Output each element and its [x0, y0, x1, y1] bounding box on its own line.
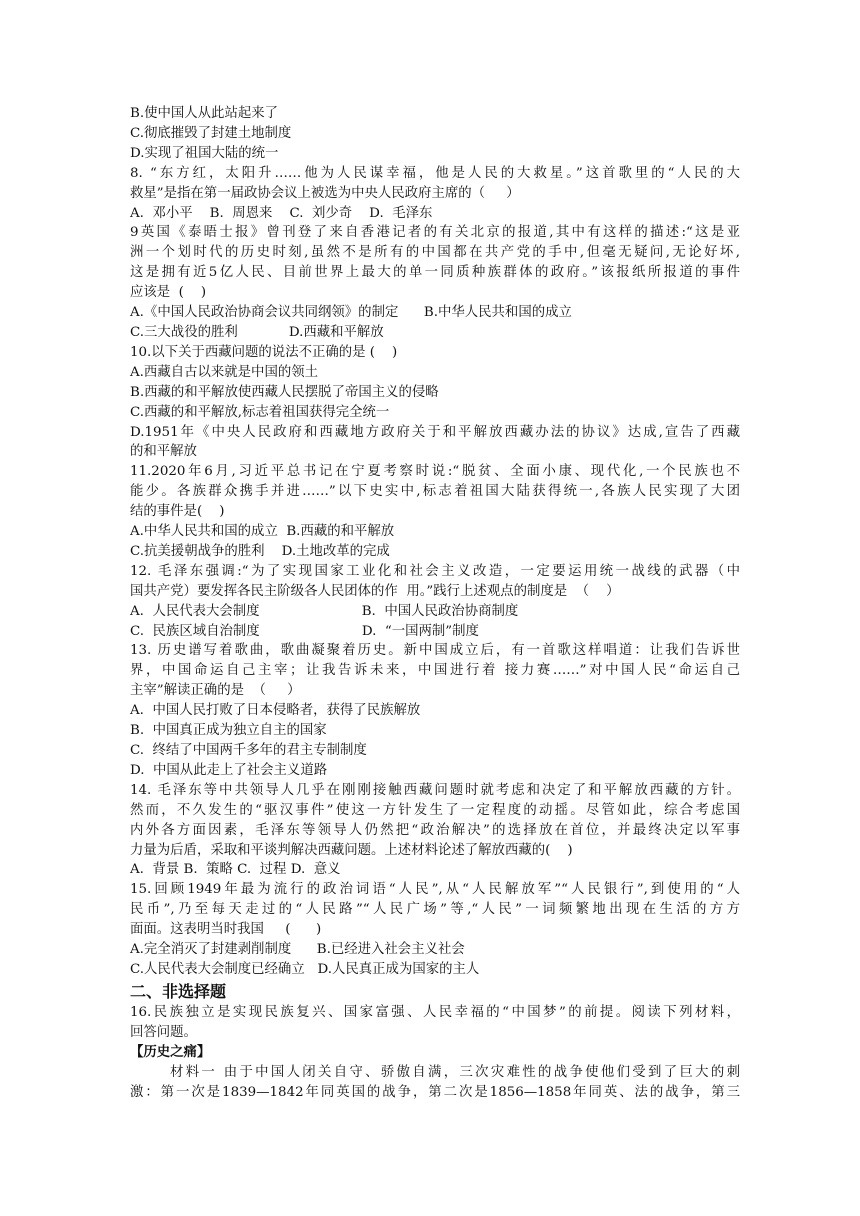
text-line: 16.民族独立是实现民族复兴、国家富强、人民幸福的“中国梦”的前提。阅读下列材料，	[130, 1004, 740, 1020]
text-line: A. 邓小平 B. 周恩来 C. 刘少奇 D. 毛泽东	[130, 205, 433, 221]
text-line: A.中华人民共和国的成立 B.西藏的和平解放	[130, 524, 395, 540]
text-line: 应该是 ( )	[130, 285, 207, 301]
text-line: A. 中国人民打败了日本侵略者，获得了民族解放	[130, 703, 421, 719]
text-line: 然而，不久发生的“驱汉事件”使这一方针发生了一定程度的动摇。尽管如此，综合考虑国	[130, 802, 740, 818]
text-line: C. 终结了中国两千多年的君主专制制度	[130, 743, 367, 758]
text-line: 界，中国命运自己主宰；让我告诉未来，中国进行着 接力赛……”对中国人民“命运自己	[130, 663, 740, 679]
text-line: D. 中国从此走上了社会主义道路	[130, 762, 328, 778]
text-line: 材料一 由于中国人闭关自守、骄傲自满，三次灾难性的战争使他们受到了巨大的刺	[170, 1064, 740, 1080]
text-line: 的和平解放	[130, 444, 197, 460]
subheading: 【历史之痛】	[130, 1043, 211, 1060]
text-line: 12. 毛泽东强调:“为了实现国家工业化和社会主义改造，一定要运用统一战线的武器（中	[130, 563, 740, 579]
text-line: C. 民族区域自治制度 D. “一国两制”制度	[130, 623, 479, 639]
document-page	[130, 104, 740, 1102]
text-line: 回答问题。	[130, 1024, 197, 1040]
text-line: 15.回顾1949年最为流行的政治词语“人民”,从“人民解放军”“人民银行”,到使用的“人	[130, 882, 740, 898]
text-line: C.三大战役的胜利 D.西藏和平解放	[130, 324, 384, 340]
text-line: A.西藏自古以来就是中国的领土	[130, 364, 319, 380]
text-line: C.西藏的和平解放,标志着祖国获得完全统一	[130, 404, 390, 420]
text-line: B. 中国真正成为独立自主的国家	[130, 723, 327, 739]
text-line: 14. 毛泽东等中共领导人几乎在刚刚接触西藏问题时就考虑和决定了和平解放西藏的方针。	[130, 782, 740, 798]
text-line: 8. “东方红，太阳升……他为人民谋幸福，他是人民的大救星。”这首歌里的“人民的大	[130, 165, 740, 181]
text-line: 能少。各族群众携手并进……”以下史实中,标志着祖国大陆获得统一,各族人民实现了大团	[130, 484, 740, 500]
text-line: 国共产党）要发挥各民主阶级各人民团体的作 用。”践行上述观点的制度是 （ ）	[130, 583, 620, 599]
text-line: 10.以下关于西藏问题的说法不正确的是 ( )	[130, 344, 398, 360]
text-line: 内外各方面因素，毛泽东等领导人仍然把“政治解决”的选择放在首位，并最终决定以军事	[130, 822, 740, 838]
section-heading: 二、非选择题	[130, 981, 227, 1001]
text-line: C.人民代表大会制度已经确立 D.人民真正成为国家的主人	[130, 961, 480, 977]
material-lines	[130, 1063, 740, 1103]
text-line: C.抗美援朝战争的胜利 D.土地改革的完成	[130, 543, 390, 559]
text-line: 救星”是指在第一届政协会议上被选为中央人民政府主席的（ ）	[130, 185, 520, 201]
text-line: 这是拥有近5亿人民、目前世界上最大的单一同质种族群体的政府。”该报纸所报道的事件	[130, 265, 740, 281]
text-line: C.彻底摧毁了封建土地制度	[130, 125, 292, 141]
text-line: 主宰”解读正确的是 （ ）	[130, 683, 301, 699]
text-line: 9英国《泰晤士报》曾刊登了来自香港记者的有关北京的报道,其中有这样的描述:“这是亚	[130, 225, 740, 241]
text-line: D.1951年《中央人民政府和西藏地方政府关于和平解放西藏办法的协议》达成,宣告了西藏	[130, 424, 740, 440]
question-16-lines	[130, 1003, 740, 1043]
text-line: 面面。这表明当时我国 ( )	[130, 922, 322, 938]
text-line: A.《中国人民政治协商会议共同纲领》的制定 B.中华人民共和国的成立	[130, 305, 572, 321]
text-line: B.使中国人从此站起来了	[130, 106, 279, 121]
text-line: 力量为后盾，采取和平谈判解决西藏问题。上述材料论述了解放西藏的( )	[130, 842, 573, 858]
text-line: 结的事件是( )	[130, 504, 225, 520]
text-line: 13. 历史谱写着歌曲，歌曲凝聚着历史。新中国成立后，有一首歌这样唱道：让我们告诉世	[130, 643, 740, 659]
text-line: A. 人民代表大会制度 B. 中国人民政治协商制度	[130, 603, 519, 619]
text-line: B.西藏的和平解放使西藏人民摆脱了帝国主义的侵略	[130, 384, 439, 400]
text-line: 激：第一次是1839—1842年同英国的战争，第二次是1856—1858年同英、法的战争，第三	[130, 1084, 740, 1100]
text-line: 11.2020年6月,习近平总书记在宁夏考察时说:“脱贫、全面小康、现代化,一个民族也不	[130, 464, 740, 480]
text-line: D.实现了祖国大陆的统一	[130, 145, 279, 161]
question-lines	[130, 104, 740, 980]
text-line: A.完全消灭了封建剥削制度 B.已经进入社会主义社会	[130, 942, 465, 958]
text-line: 民币”,乃至每天走过的“人民路”“人民广场”等,“人民”一词频繁地出现在生活的方方	[130, 902, 740, 918]
text-line: A. 背景 B. 策略 C. 过程 D. 意义	[130, 862, 341, 878]
text-line: 洲一个划时代的历史时刻,虽然不是所有的中国都在共产党的手中,但毫无疑问,无论好坏,	[130, 245, 740, 261]
